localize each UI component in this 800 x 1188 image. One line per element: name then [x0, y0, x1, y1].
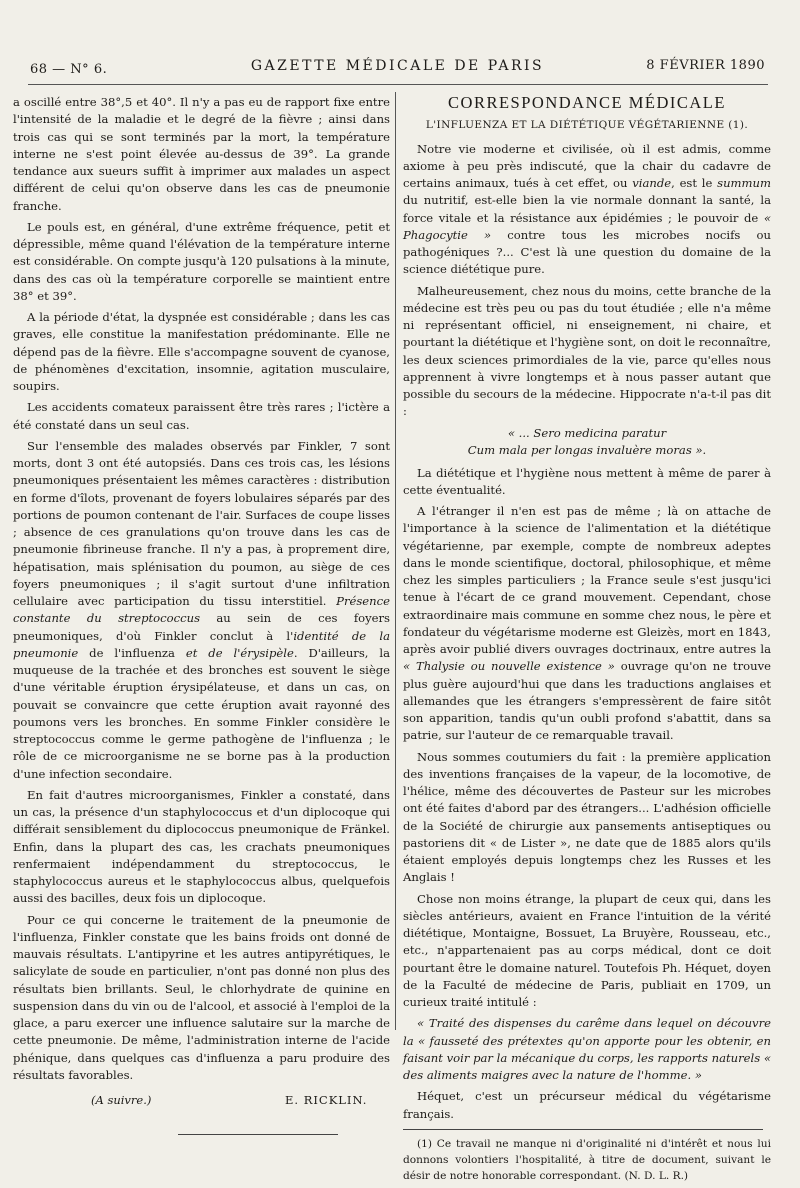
footnote: (1) Ce travail ne manque ni d'originalité ni d'intérêt et nous lui donnons volontiers l'hospitalité, à titre de document, suivant le désir de notre honorable correspondant. (N. D. L. R.) [403, 1137, 771, 1182]
quote-line: Cum mala per longas invaluère moras ». [467, 442, 707, 457]
left-column [13, 94, 390, 1135]
latin-quote [403, 425, 771, 459]
paragraph: En fait d'autres microorganismes, Finkler a constaté, dans un cas, la présence d'un staphylococcus et d'un diplocoque qui différait sensiblement du diplococcus pneumonique de Fränkel. Enfin, dans la plupart des cas, les crachats pneumoniques renfermaient indépendamment du streptococcus, le staphylococcus aureus et le staphylococcus albus, quelquefois aussi des bacilles, deux fois un diplocoque. [13, 787, 390, 906]
paragraph: Héquet, c'est un précurseur médical du végétarisme français. [403, 1089, 771, 1121]
paragraph: La diététique et l'hygiène nous mettent à même de parer à cette éventualité. [403, 465, 771, 497]
treatise-title: « Traité des dispenses du carême dans lequel on découvre la « fausseté des prétextes qu'on apporte pour les obtenir, en faisant voir par la mécanique du corps, les rapports naturels « des aliments maigres avec la nature de l'homme. » [403, 1016, 771, 1082]
paragraph: A la période d'état, la dyspnée est considérable ; dans les cas graves, elle constitue la manifestation prédominante. Elle ne dépend pas de la fièvre. Elle s'accompagne souvent de cyanose, de phénomènes d'excitation, insomnie, agitation musculaire, soupirs. [13, 310, 390, 393]
paragraph-intro: Notre vie moderne et civilisée, où il est admis, comme axiome à peu près indiscuté, que la chair du cadavre de certains animaux, tués à cet effet, ou viande, est le summum du nutritif, est-elle bien la vie normale donnant la santé, la force vitale et la résistance aux épidémies ; le pouvoir de « Phagocytie » contre tous les microbes nocifs ou pathogéniques ?... C'est là une question du domaine de la science diététique pure. [403, 141, 772, 277]
paragraph: Nous sommes coutumiers du fait : la première application des inventions françaises de la vapeur, de la locomotive, de l'hélice, même des découvertes de Pasteur sur les microbes ont été faites d'abord par des étrangers... L'adhésion officielle de la Société de chirurgie aux pansements antiseptiques ou pastoriens dit « de Lister », ne date que de 1885 alors qu'ils étaient employés depuis longtemps chez les Russes et les Anglais ! [403, 749, 771, 885]
publication-title: GAZETTE MÉDICALE DE PARIS [250, 58, 545, 74]
quote-line: « ... Sero medicina paratur [507, 425, 667, 440]
paragraph: Chose non moins étrange, la plupart de ceux qui, dans les siècles antérieurs, avaient en France l'intuition de la vérité diététique, Montaigne, Bossuet, La Bruyère, Rousseau, etc., etc., n'appartenaient pas au corps médical, dont ce doit pourtant être le domaine naturel. Toutefois Ph. Héquet, doyen de la Faculté de médecine de Paris, publiait en 1709, un curieux traité intitulé : [403, 891, 771, 1009]
paragraph: a oscillé entre 38°,5 et 40°. Il n'y a pas eu de rapport fixe entre l'intensité de la maladie et le degré de la fièvre ; ainsi dans trois cas qui se sont terminés par la mort, la température interne ne s'est point élevée au-dessus de 39°. La grande tendance aux sueurs suffit à imprimer aux malades un aspect différent de celui qu'on observe dans les cas de pneumonie franche. [13, 95, 390, 213]
paragraph-gleizes: A l'étranger il n'en est pas de même ; là on attache de l'importance à la science de l'alimentation et la diététique végétarienne, par exemple, compte de nombreux adeptes dans le monde scientifique, doctoral, philosophique, et même chez les simples particuliers ; la France seule s'est jusqu'ici tenue à l'écart de ce grand mouvement. Cependant, chose extraordinaire mais commune en somme chez nous, le père et fondateur du végétarisme moderne est Gleizès, mort en 1843, après avoir publié divers ouvrages doctrinaux, entre autres la « Thalysie ou nouvelle existence » ouvrage qu'on ne trouve plus guère aujourd'hui que dans les traductions anglaises et allemandes que les étrangers s'empressèrent de faire sitôt son apparition, tandis qu'un oubli profond s'abattit, dans sa patrie, sur l'auteur de ce remarquable travail. [403, 504, 771, 743]
article-subtitle: L'INFLUENZA ET LA DIÉTÉTIQUE VÉGÉTARIENNE (1). [425, 119, 749, 132]
right-column [403, 94, 771, 1188]
issue-date: 8 FÉVRIER 1890 [646, 58, 765, 73]
signature-row [13, 1090, 390, 1112]
column-divider [395, 92, 396, 1030]
paragraph: Pour ce qui concerne le traitement de la pneumonie de l'influenza, Finkler constate que les bains froids ont donné de mauvais résultats. L'antipyrine et les autres antipyrétiques, le salicylate de soude en particulier, n'ont pas donné non plus des résultats bien brillants. Seul, le chlorhydrate de quinine en suspension dans du vin ou de l'alcool, et associé à l'emploi de la glace, a paru exercer une influence salutaire sur la marche de cette pneumonie. De même, l'administration interne de l'acide phénique, dans quelques cas d'influenza a paru produire des résultats favorables. [13, 912, 390, 1082]
author-signature: E. RICKLIN. [285, 1093, 368, 1107]
paragraph: Les accidents comateux paraissent être très rares ; l'ictère a été constaté dans un seul cas. [13, 400, 390, 432]
to-be-continued: (A suivre.) [91, 1093, 152, 1107]
footnote-rule [403, 1129, 763, 1130]
paragraph: Malheureusement, chez nous du moins, cette branche de la médecine est très peu ou pas du tout étudiée ; elle n'a même ni représentant officiel, ni enseignement, ni chaire, et pourtant la diététique et l'hygiène sont, on doit le reconnaître, les deux sciences primordiales de la vie, parce qu'elles nous apprennent à vivre longtemps et à nous passer autant que possible du secours de la médecine. Hippocrate n'a-t-il pas dit : [403, 283, 771, 419]
paragraph-autopsy: Sur l'ensemble des malades observés par Finkler, 7 sont morts, dont 3 ont été autopsiés. Dans ces trois cas, les lésions pneumoniques présentaient les mêmes caractères : distribution en forme d'îlots, provenant de foyers lobulaires séparés par des portions de poumon contenant de l'air. Surfaces de coupe lisses ; absence de ces granulations qu'on trouve dans les cas de pneumonie fibrineuse franche. Il n'y a pas, à proprement dire, hépatisation, mais splénisation du poumon, au siège de ces foyers pneumoniques ; il s'agit surtout d'une infiltration cellulaire avec participation du tissu interstitiel. Présence constante du streptococcus au sein de ces foyers pneumoniques, d'où Finkler conclut à l'identité de la pneumonie de l'influenza et de l'érysipèle. D'ailleurs, la muqueuse de la trachée et des bronches est souvent le siège d'une véritable éruption érysipélateuse, et dans un cas, on pouvait se convaincre que cette éruption avait rayonné des poumons vers les bronches. En somme Finkler considère le streptococcus comme le germe pathogène de l'influenza ; le rôle de ce microorganisme ne se borne pas à la production d'une infection secondaire. [13, 438, 391, 781]
end-rule [178, 1134, 338, 1135]
paragraph: Le pouls est, en général, d'une extrême fréquence, petit et dépressible, même quand l'élévation de la température interne est considérable. On compte jusqu'à 120 pulsations à la minute, dans des cas où la température corporelle se maintient entre 38° et 39°. [13, 219, 390, 303]
page-number: 68 — N° 6. [30, 62, 108, 77]
header-rule [28, 84, 768, 85]
page-header [30, 56, 765, 80]
section-title: CORRESPONDANCE MÉDICALE [448, 93, 726, 112]
